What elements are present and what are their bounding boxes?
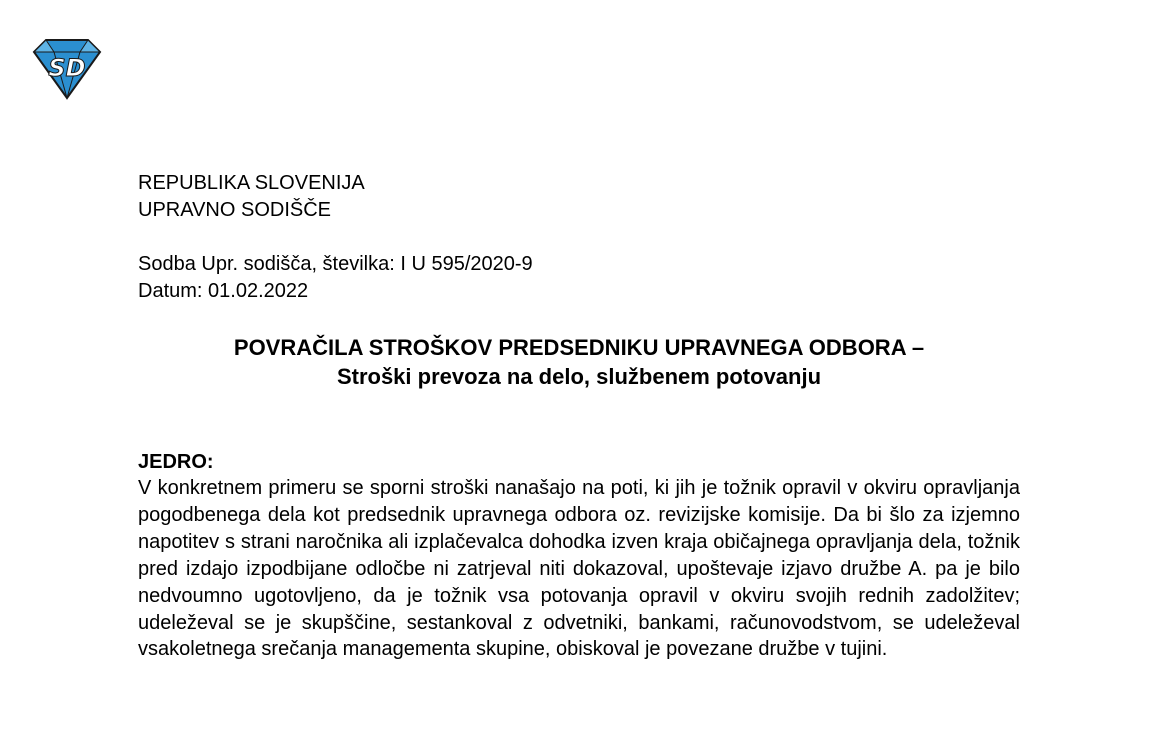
core-text: V konkretnem primeru se sporni stroški nanašajo na poti, ki jih je tožnik opravil v okviru opravljanja pogodbenega dela kot predsednik upravnega odbora oz. revizijske komisije. Da bi šlo za izjemno napotitev s strani naročnika ali izplačevalca dohodka izven kraja običajnega opravljanja dela, tožnik pred izdajo izpodbijane odločbe ni zatrjeval niti dokazoval, upoštevaje izjavo družbe A. pa je bilo nedvoumno ugotovljeno, da je tožnik vsa potovanja opravil v okviru svojih rednih zadolžitev; udeleževal se je skupščine, sestankoval z odvetniki, bankami, računovodstvom, se udeleževal vsakoletnega srečanja managementa skupine, obiskoval je povezane družbe v tujini.: [138, 477, 1020, 661]
court-logo: [30, 38, 104, 100]
court-header: [138, 170, 365, 224]
case-meta: [138, 251, 533, 305]
country-name: REPUBLIKA SLOVENIJA: [138, 172, 365, 194]
core-heading: JEDRO:: [138, 451, 214, 473]
logo-text: SD: [48, 54, 86, 82]
case-date: Datum: 01.02.2022: [138, 280, 309, 302]
diamond-logo-icon: [30, 38, 104, 100]
document-title: [138, 333, 1020, 391]
court-name: UPRAVNO SODIŠČE: [138, 199, 331, 221]
case-number: Sodba Upr. sodišča, številka: I U 595/2020-9: [138, 253, 533, 275]
title-line-2: Stroški prevoza na delo, službenem potovanju: [336, 364, 822, 389]
title-line-1: POVRAČILA STROŠKOV PREDSEDNIKU UPRAVNEGA ODBORA –: [233, 335, 925, 360]
